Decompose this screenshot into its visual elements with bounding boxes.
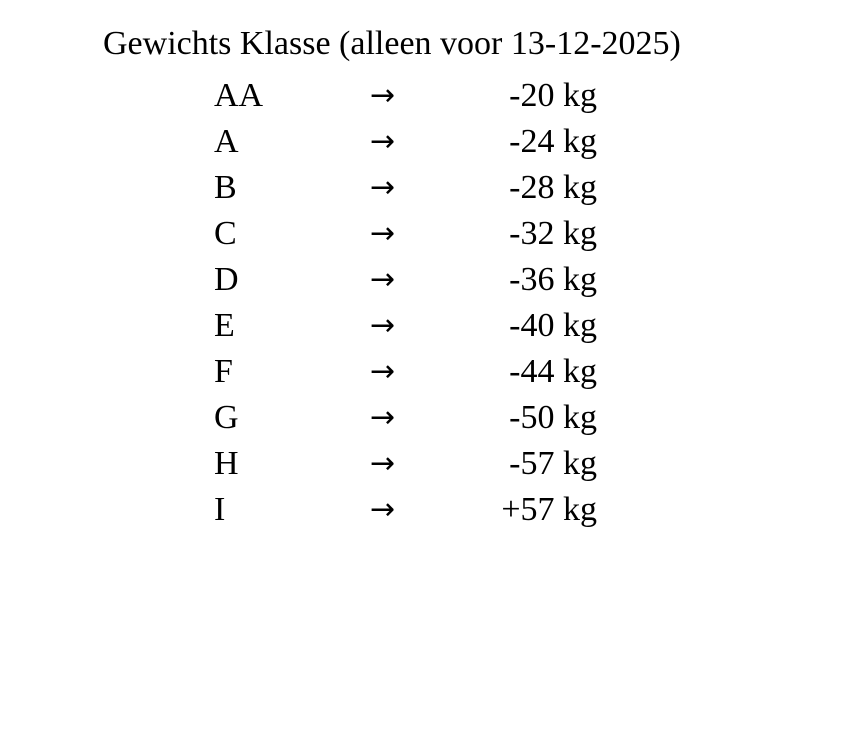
page-title: Gewichts Klasse (alleen voor 13-12-2025) — [103, 25, 681, 62]
weight-value: +57 kg — [501, 491, 597, 528]
weight-value: -20 kg — [509, 77, 597, 114]
arrow-icon: → — [370, 446, 396, 481]
class-label: A — [214, 123, 239, 160]
table-row — [0, 260, 863, 306]
table-row — [0, 76, 863, 122]
class-label: G — [214, 399, 239, 436]
weight-value: -36 kg — [509, 261, 597, 298]
class-label: I — [214, 491, 226, 528]
table-row — [0, 398, 863, 444]
table-row — [0, 122, 863, 168]
class-label: B — [214, 169, 237, 206]
table-row — [0, 444, 863, 490]
weight-value: -32 kg — [509, 215, 597, 252]
arrow-icon: → — [370, 308, 396, 343]
table-row — [0, 306, 863, 352]
arrow-icon: → — [370, 492, 396, 527]
arrow-icon: → — [370, 400, 396, 435]
arrow-icon: → — [370, 216, 396, 251]
class-label: AA — [214, 77, 264, 114]
weight-class-table — [0, 76, 863, 536]
arrow-icon: → — [370, 170, 396, 205]
class-label: D — [214, 261, 239, 298]
arrow-icon: → — [370, 262, 396, 297]
weight-value: -40 kg — [509, 307, 597, 344]
arrow-icon: → — [370, 124, 396, 159]
table-row — [0, 214, 863, 260]
weight-value: -50 kg — [509, 399, 597, 436]
arrow-icon: → — [370, 354, 396, 389]
weight-value: -24 kg — [509, 123, 597, 160]
table-row — [0, 490, 863, 536]
class-label: F — [214, 353, 233, 390]
table-row — [0, 168, 863, 214]
class-label: H — [214, 445, 239, 482]
weight-value: -28 kg — [509, 169, 597, 206]
weight-value: -44 kg — [509, 353, 597, 390]
arrow-icon: → — [370, 78, 396, 113]
class-label: C — [214, 215, 237, 252]
class-label: E — [214, 307, 235, 344]
weight-value: -57 kg — [509, 445, 597, 482]
table-row — [0, 352, 863, 398]
